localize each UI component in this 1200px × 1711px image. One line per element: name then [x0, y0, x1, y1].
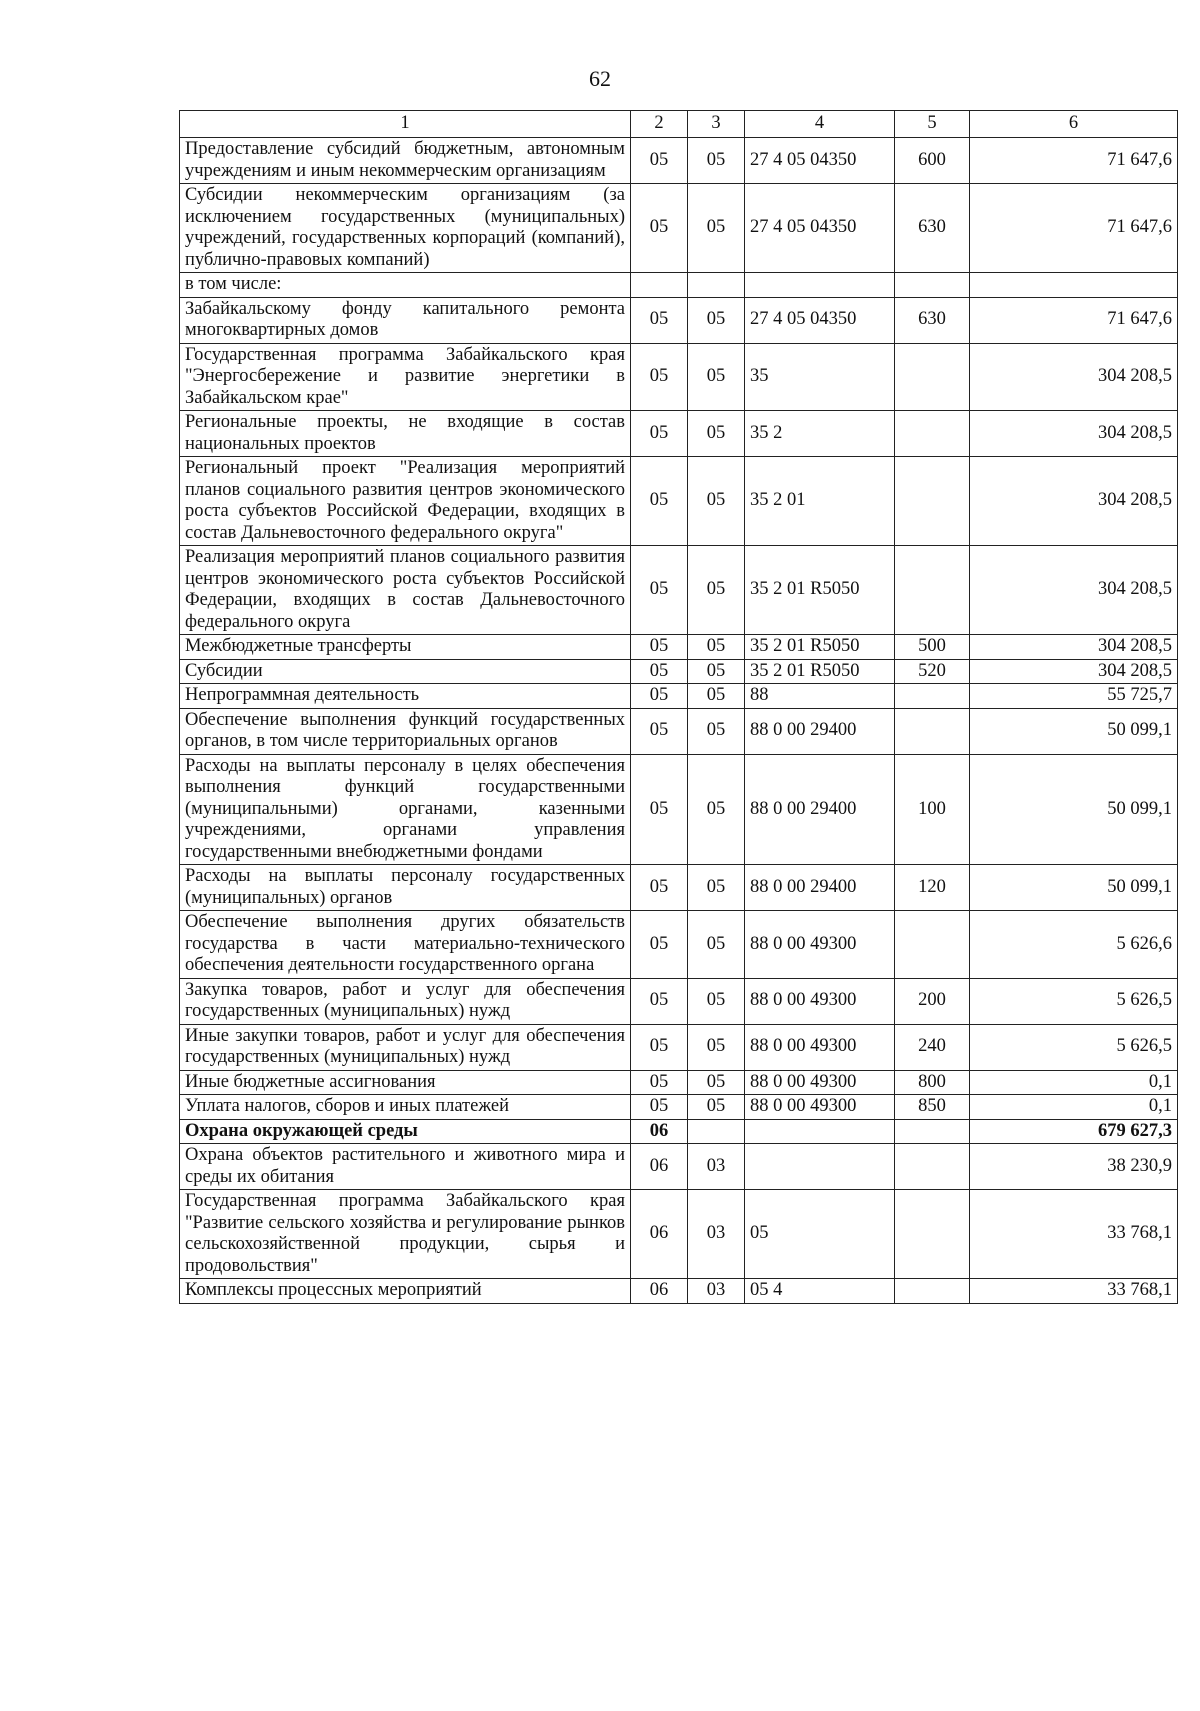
row-subsection-cell: 05 — [688, 684, 745, 709]
row-target-article-cell: 27 4 05 04350 — [745, 184, 895, 273]
row-amount-cell — [970, 273, 1178, 298]
row-section-cell: 05 — [631, 297, 688, 343]
row-name-cell: Комплексы процессных мероприятий — [180, 1279, 631, 1304]
row-target-article-cell: 88 0 00 29400 — [745, 708, 895, 754]
row-section-cell: 06 — [631, 1119, 688, 1144]
row-amount-cell: 50 099,1 — [970, 708, 1178, 754]
row-subsection-cell: 03 — [688, 1279, 745, 1304]
row-target-article-cell: 35 2 01 R5050 — [745, 546, 895, 635]
column-header-2: 2 — [631, 111, 688, 138]
table-row — [180, 457, 1178, 546]
table-row — [180, 911, 1178, 979]
budget-table — [179, 110, 1178, 1304]
row-target-article-cell: 35 2 01 — [745, 457, 895, 546]
row-name-cell: Охрана объектов растительного и животного мира и среды их обитания — [180, 1144, 631, 1190]
row-expense-type-cell: 200 — [895, 978, 970, 1024]
column-header-6: 6 — [970, 111, 1178, 138]
row-expense-type-cell: 630 — [895, 297, 970, 343]
table-row — [180, 978, 1178, 1024]
row-expense-type-cell — [895, 1144, 970, 1190]
table-row — [180, 1190, 1178, 1279]
row-name-cell: Иные бюджетные ассигнования — [180, 1070, 631, 1095]
table-body — [180, 138, 1178, 1304]
row-subsection-cell: 05 — [688, 138, 745, 184]
row-name-cell: Уплата налогов, сборов и иных платежей — [180, 1095, 631, 1120]
row-subsection-cell: 05 — [688, 546, 745, 635]
row-name-cell: Расходы на выплаты персоналу государственных (муниципальных) органов — [180, 865, 631, 911]
row-target-article-cell: 88 0 00 49300 — [745, 1095, 895, 1120]
row-name-cell: Субсидии некоммерческим организациям (за исключением государственных (муниципальных) учреждений, государственных корпораций (компаний), публично-правовых компаний) — [180, 184, 631, 273]
row-section-cell: 05 — [631, 978, 688, 1024]
table-row — [180, 138, 1178, 184]
row-target-article-cell: 88 — [745, 684, 895, 709]
row-subsection-cell: 05 — [688, 911, 745, 979]
row-amount-cell: 5 626,5 — [970, 978, 1178, 1024]
row-amount-cell: 679 627,3 — [970, 1119, 1178, 1144]
table-row — [180, 1144, 1178, 1190]
row-amount-cell: 0,1 — [970, 1095, 1178, 1120]
row-expense-type-cell — [895, 343, 970, 411]
table-row — [180, 754, 1178, 865]
row-subsection-cell: 05 — [688, 754, 745, 865]
row-expense-type-cell: 500 — [895, 635, 970, 660]
row-subsection-cell — [688, 1119, 745, 1144]
row-target-article-cell: 35 — [745, 343, 895, 411]
row-name-cell: Региональный проект "Реализация мероприятий планов социального развития центров экономического роста субъектов Российской Федерации, входящих в состав Дальневосточного федерального округа" — [180, 457, 631, 546]
column-header-3: 3 — [688, 111, 745, 138]
row-subsection-cell: 03 — [688, 1190, 745, 1279]
row-amount-cell: 50 099,1 — [970, 754, 1178, 865]
row-expense-type-cell — [895, 911, 970, 979]
row-section-cell: 05 — [631, 635, 688, 660]
row-amount-cell: 304 208,5 — [970, 343, 1178, 411]
row-amount-cell: 55 725,7 — [970, 684, 1178, 709]
row-name-cell: Реализация мероприятий планов социального развития центров экономического роста субъектов Российской Федерации, входящих в состав Дальневосточного федерального округа — [180, 546, 631, 635]
row-name-cell: Субсидии — [180, 659, 631, 684]
row-subsection-cell: 05 — [688, 343, 745, 411]
row-name-cell: Государственная программа Забайкальского края "Развитие сельского хозяйства и регулирование рынков сельскохозяйственной продукции, сырья и продовольствия" — [180, 1190, 631, 1279]
row-section-cell: 05 — [631, 457, 688, 546]
row-section-cell: 05 — [631, 684, 688, 709]
table-row — [180, 684, 1178, 709]
row-target-article-cell: 05 4 — [745, 1279, 895, 1304]
row-section-cell: 05 — [631, 754, 688, 865]
row-target-article-cell: 88 0 00 49300 — [745, 1024, 895, 1070]
row-subsection-cell: 05 — [688, 659, 745, 684]
row-target-article-cell: 35 2 01 R5050 — [745, 659, 895, 684]
row-expense-type-cell: 800 — [895, 1070, 970, 1095]
row-expense-type-cell: 520 — [895, 659, 970, 684]
row-amount-cell: 304 208,5 — [970, 635, 1178, 660]
row-subsection-cell: 05 — [688, 184, 745, 273]
row-section-cell: 05 — [631, 911, 688, 979]
table-row — [180, 411, 1178, 457]
row-amount-cell: 304 208,5 — [970, 546, 1178, 635]
row-target-article-cell: 88 0 00 49300 — [745, 1070, 895, 1095]
row-section-cell: 05 — [631, 138, 688, 184]
row-expense-type-cell — [895, 708, 970, 754]
row-name-cell: Расходы на выплаты персоналу в целях обеспечения выполнения функций государственными (муниципальными) органами, казенными учреждениями, органами управления государственными внебюджетными фондами — [180, 754, 631, 865]
row-name-cell: Обеспечение выполнения функций государственных органов, в том числе территориальных органов — [180, 708, 631, 754]
column-header-5: 5 — [895, 111, 970, 138]
row-expense-type-cell — [895, 684, 970, 709]
row-amount-cell: 71 647,6 — [970, 297, 1178, 343]
row-amount-cell: 71 647,6 — [970, 138, 1178, 184]
row-subsection-cell: 05 — [688, 978, 745, 1024]
row-name-cell: Непрограммная деятельность — [180, 684, 631, 709]
table-row — [180, 659, 1178, 684]
row-name-cell: в том числе: — [180, 273, 631, 298]
row-amount-cell: 33 768,1 — [970, 1279, 1178, 1304]
row-target-article-cell: 88 0 00 29400 — [745, 865, 895, 911]
table-row — [180, 1024, 1178, 1070]
row-amount-cell: 304 208,5 — [970, 411, 1178, 457]
row-amount-cell: 0,1 — [970, 1070, 1178, 1095]
row-subsection-cell: 05 — [688, 457, 745, 546]
table-row — [180, 1279, 1178, 1304]
row-expense-type-cell — [895, 273, 970, 298]
row-section-cell: 05 — [631, 184, 688, 273]
row-subsection-cell — [688, 273, 745, 298]
row-subsection-cell: 05 — [688, 297, 745, 343]
table-row — [180, 297, 1178, 343]
row-section-cell: 05 — [631, 659, 688, 684]
row-expense-type-cell — [895, 1190, 970, 1279]
row-target-article-cell: 05 — [745, 1190, 895, 1279]
row-target-article-cell: 88 0 00 49300 — [745, 911, 895, 979]
row-name-cell: Обеспечение выполнения других обязательств государства в части материально-технического обеспечения деятельности государственного органа — [180, 911, 631, 979]
row-subsection-cell: 05 — [688, 1024, 745, 1070]
row-target-article-cell: 35 2 01 R5050 — [745, 635, 895, 660]
table-row — [180, 273, 1178, 298]
row-name-cell: Государственная программа Забайкальского края "Энергосбережение и развитие энергетики в Забайкальском крае" — [180, 343, 631, 411]
row-name-cell: Межбюджетные трансферты — [180, 635, 631, 660]
row-expense-type-cell — [895, 1119, 970, 1144]
row-amount-cell: 71 647,6 — [970, 184, 1178, 273]
table-row — [180, 546, 1178, 635]
row-amount-cell: 38 230,9 — [970, 1144, 1178, 1190]
row-expense-type-cell: 630 — [895, 184, 970, 273]
row-expense-type-cell — [895, 1279, 970, 1304]
row-amount-cell: 5 626,5 — [970, 1024, 1178, 1070]
row-name-cell: Региональные проекты, не входящие в состав национальных проектов — [180, 411, 631, 457]
row-section-cell: 06 — [631, 1190, 688, 1279]
column-header-4: 4 — [745, 111, 895, 138]
row-section-cell: 05 — [631, 343, 688, 411]
row-amount-cell: 304 208,5 — [970, 659, 1178, 684]
row-name-cell: Закупка товаров, работ и услуг для обеспечения государственных (муниципальных) нужд — [180, 978, 631, 1024]
table-row — [180, 343, 1178, 411]
row-expense-type-cell — [895, 546, 970, 635]
row-target-article-cell: 27 4 05 04350 — [745, 297, 895, 343]
row-section-cell: 05 — [631, 1024, 688, 1070]
row-target-article-cell: 88 0 00 29400 — [745, 754, 895, 865]
row-expense-type-cell — [895, 411, 970, 457]
row-amount-cell: 304 208,5 — [970, 457, 1178, 546]
table-row — [180, 635, 1178, 660]
row-subsection-cell: 05 — [688, 1070, 745, 1095]
row-name-cell: Иные закупки товаров, работ и услуг для обеспечения государственных (муниципальных) нужд — [180, 1024, 631, 1070]
row-section-cell: 05 — [631, 1095, 688, 1120]
row-name-cell: Охрана окружающей среды — [180, 1119, 631, 1144]
row-expense-type-cell: 600 — [895, 138, 970, 184]
row-expense-type-cell: 120 — [895, 865, 970, 911]
row-section-cell: 06 — [631, 1144, 688, 1190]
table-row — [180, 1095, 1178, 1120]
row-target-article-cell: 35 2 — [745, 411, 895, 457]
column-header-1: 1 — [180, 111, 631, 138]
table-header-row — [180, 111, 1178, 138]
row-target-article-cell — [745, 273, 895, 298]
row-amount-cell: 5 626,6 — [970, 911, 1178, 979]
row-subsection-cell: 03 — [688, 1144, 745, 1190]
table-row — [180, 1119, 1178, 1144]
row-section-cell: 05 — [631, 708, 688, 754]
row-target-article-cell — [745, 1144, 895, 1190]
row-expense-type-cell — [895, 457, 970, 546]
row-amount-cell: 33 768,1 — [970, 1190, 1178, 1279]
row-subsection-cell: 05 — [688, 635, 745, 660]
row-amount-cell: 50 099,1 — [970, 865, 1178, 911]
row-expense-type-cell: 100 — [895, 754, 970, 865]
row-expense-type-cell: 240 — [895, 1024, 970, 1070]
table-row — [180, 1070, 1178, 1095]
row-target-article-cell: 27 4 05 04350 — [745, 138, 895, 184]
row-target-article-cell: 88 0 00 49300 — [745, 978, 895, 1024]
row-section-cell: 05 — [631, 865, 688, 911]
row-section-cell — [631, 273, 688, 298]
row-target-article-cell — [745, 1119, 895, 1144]
table-row — [180, 708, 1178, 754]
page-number: 62 — [589, 66, 611, 91]
row-name-cell: Предоставление субсидий бюджетным, автономным учреждениям и иным некоммерческим организациям — [180, 138, 631, 184]
row-subsection-cell: 05 — [688, 708, 745, 754]
row-section-cell: 05 — [631, 1070, 688, 1095]
row-section-cell: 06 — [631, 1279, 688, 1304]
table-row — [180, 184, 1178, 273]
row-subsection-cell: 05 — [688, 865, 745, 911]
row-expense-type-cell: 850 — [895, 1095, 970, 1120]
row-section-cell: 05 — [631, 546, 688, 635]
table-row — [180, 865, 1178, 911]
row-name-cell: Забайкальскому фонду капитального ремонта многоквартирных домов — [180, 297, 631, 343]
row-section-cell: 05 — [631, 411, 688, 457]
row-subsection-cell: 05 — [688, 411, 745, 457]
row-subsection-cell: 05 — [688, 1095, 745, 1120]
